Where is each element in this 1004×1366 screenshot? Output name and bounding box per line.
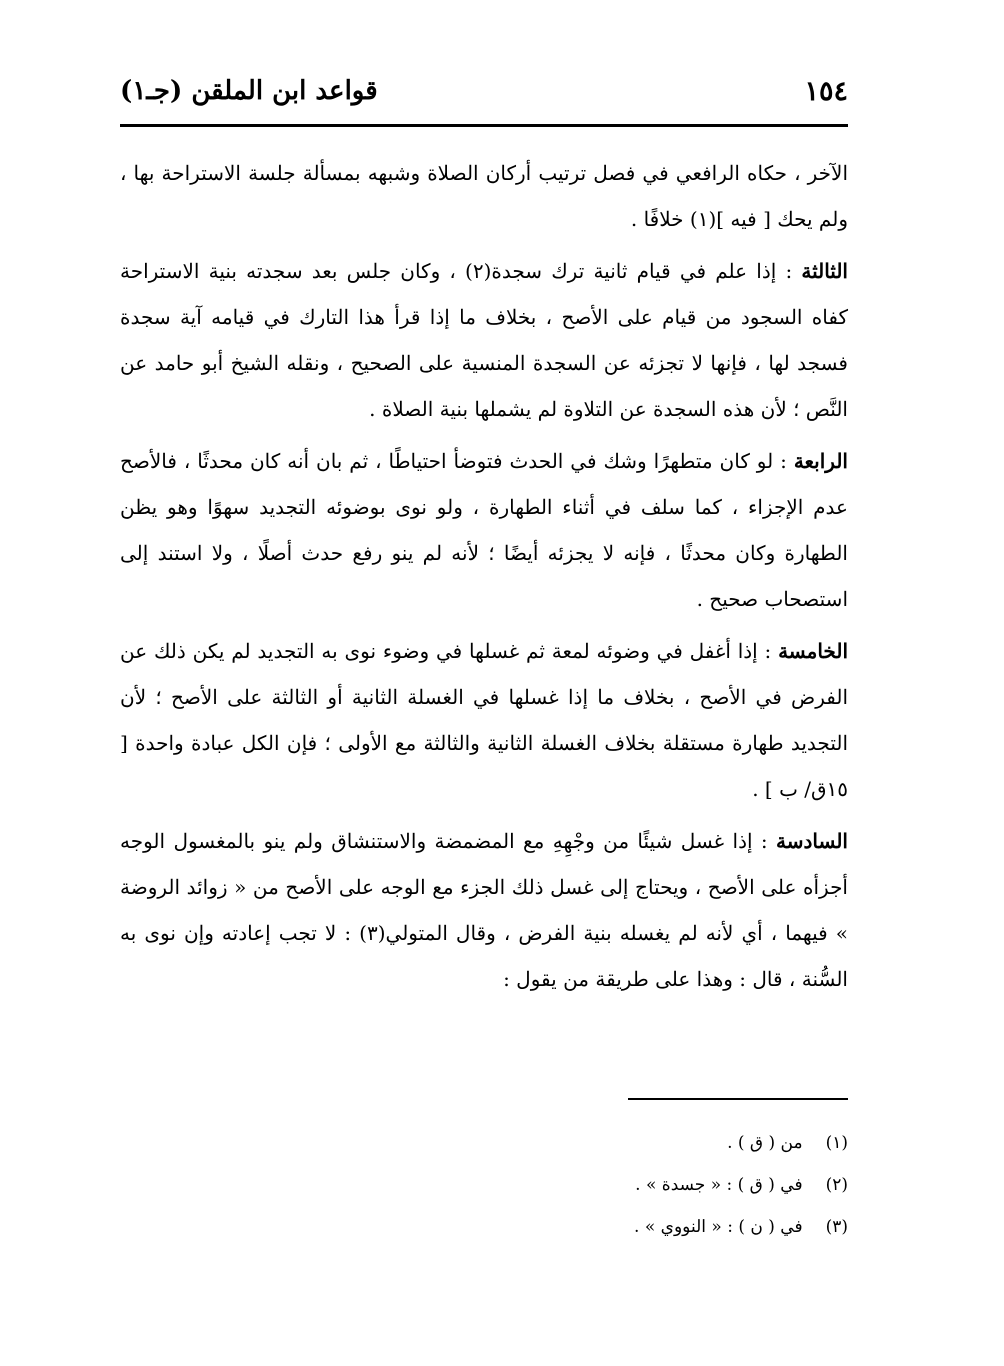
page-number: ١٥٤	[804, 76, 848, 107]
footnote-number: (٢)	[825, 1175, 848, 1195]
footnote	[248, 1164, 848, 1206]
paragraph-text: : إذا غسل شيئًا من وجْهِهِ مع المضمضة والاستنشاق ولم ينو بالمغسول الوجه أجزأه على الأصح ، ويحتاج إلى غسل ذلك الجزء مع الوجه على الأصح من « زوائد الروضة » فيهما ، أي لأنه لم يغسله بنية الفرض ، وقال المتولي(٣) : لا تجب إعادته وإن نوى به السُّنة ، قال : وهذا على طريقة من يقول :	[120, 829, 849, 991]
footnotes	[248, 1122, 848, 1248]
paragraph	[120, 628, 848, 812]
paragraph	[120, 150, 848, 242]
paragraph	[120, 248, 848, 432]
paragraph	[120, 438, 848, 622]
body-text	[120, 150, 848, 1008]
paragraph-lead: الثالثة	[801, 259, 848, 283]
paragraph-text: : لو كان متطهرًا وشك في الحدث فتوضأ احتياطًا ، ثم بان أنه كان محدثًا ، فالأصح عدم الإجزاء ، كما سلف في أثناء الطهارة ، ولو نوى بوضوئه التجديد سهوًا وهو يظن الطهارة وكان محدثًا ، فإنه لا يجزئه أيضًا ؛ لأنه لم ينو رفع حدث أصلًا ، ولا استند إلى استصحاب صحيح .	[120, 449, 848, 611]
footnote-text: من ( ق ) .	[727, 1133, 803, 1153]
footnote-rule	[628, 1098, 848, 1100]
footnote-number: (١)	[825, 1133, 848, 1153]
footnote-number: (٣)	[825, 1217, 848, 1237]
book-page	[120, 70, 848, 1330]
footnote	[248, 1206, 848, 1248]
page-header	[120, 70, 848, 122]
paragraph-text: : إذا علم في قيام ثانية ترك سجدة(٢) ، وكان جلس بعد سجدته بنية الاستراحة كفاه السجود من قيام على الأصح ، بخلاف ما إذا قرأ هذا التارك في قيامه آية سجدة فسجد لها ، فإنها لا تجزئه عن السجدة المنسية على الصحيح ، ونقله الشيخ أبو حامد عن النَّص ؛ لأن هذه السجدة عن التلاوة لم يشملها بنية الصلاة .	[120, 259, 848, 421]
paragraph-text: : إذا أغفل في وضوئه لمعة ثم غسلها في وضوء نوى به التجديد لم يكن ذلك عن الفرض في الأصح ، بخلاف ما إذا غسلها في الغسلة الثانية أو الثالثة على الأصح ؛ لأن التجديد طهارة مستقلة بخلاف الغسلة الثانية والثالثة مع الأولى ؛ فإن الكل عبادة واحدة [ ١٥ق/ ب ] .	[120, 639, 848, 801]
paragraph	[120, 818, 848, 1002]
paragraph-lead: الرابعة	[793, 449, 848, 473]
paragraph-lead: الخامسة	[778, 639, 848, 663]
header-rule	[120, 124, 848, 127]
paragraph-text: الآخر ، حكاه الرافعي في فصل ترتيب أركان الصلاة وشبهه بمسألة جلسة الاستراحة بها ، ولم يحك [ فيه ](١) خلافًا .	[120, 161, 848, 231]
running-title: قواعد ابن الملقن (جـ١)	[120, 76, 378, 106]
footnote-text: في ( ق ) : « جسدة » .	[635, 1175, 803, 1195]
paragraph-lead: السادسة	[776, 829, 848, 853]
footnote	[248, 1122, 848, 1164]
footnote-text: في ( ن ) : « النووي » .	[634, 1217, 803, 1237]
